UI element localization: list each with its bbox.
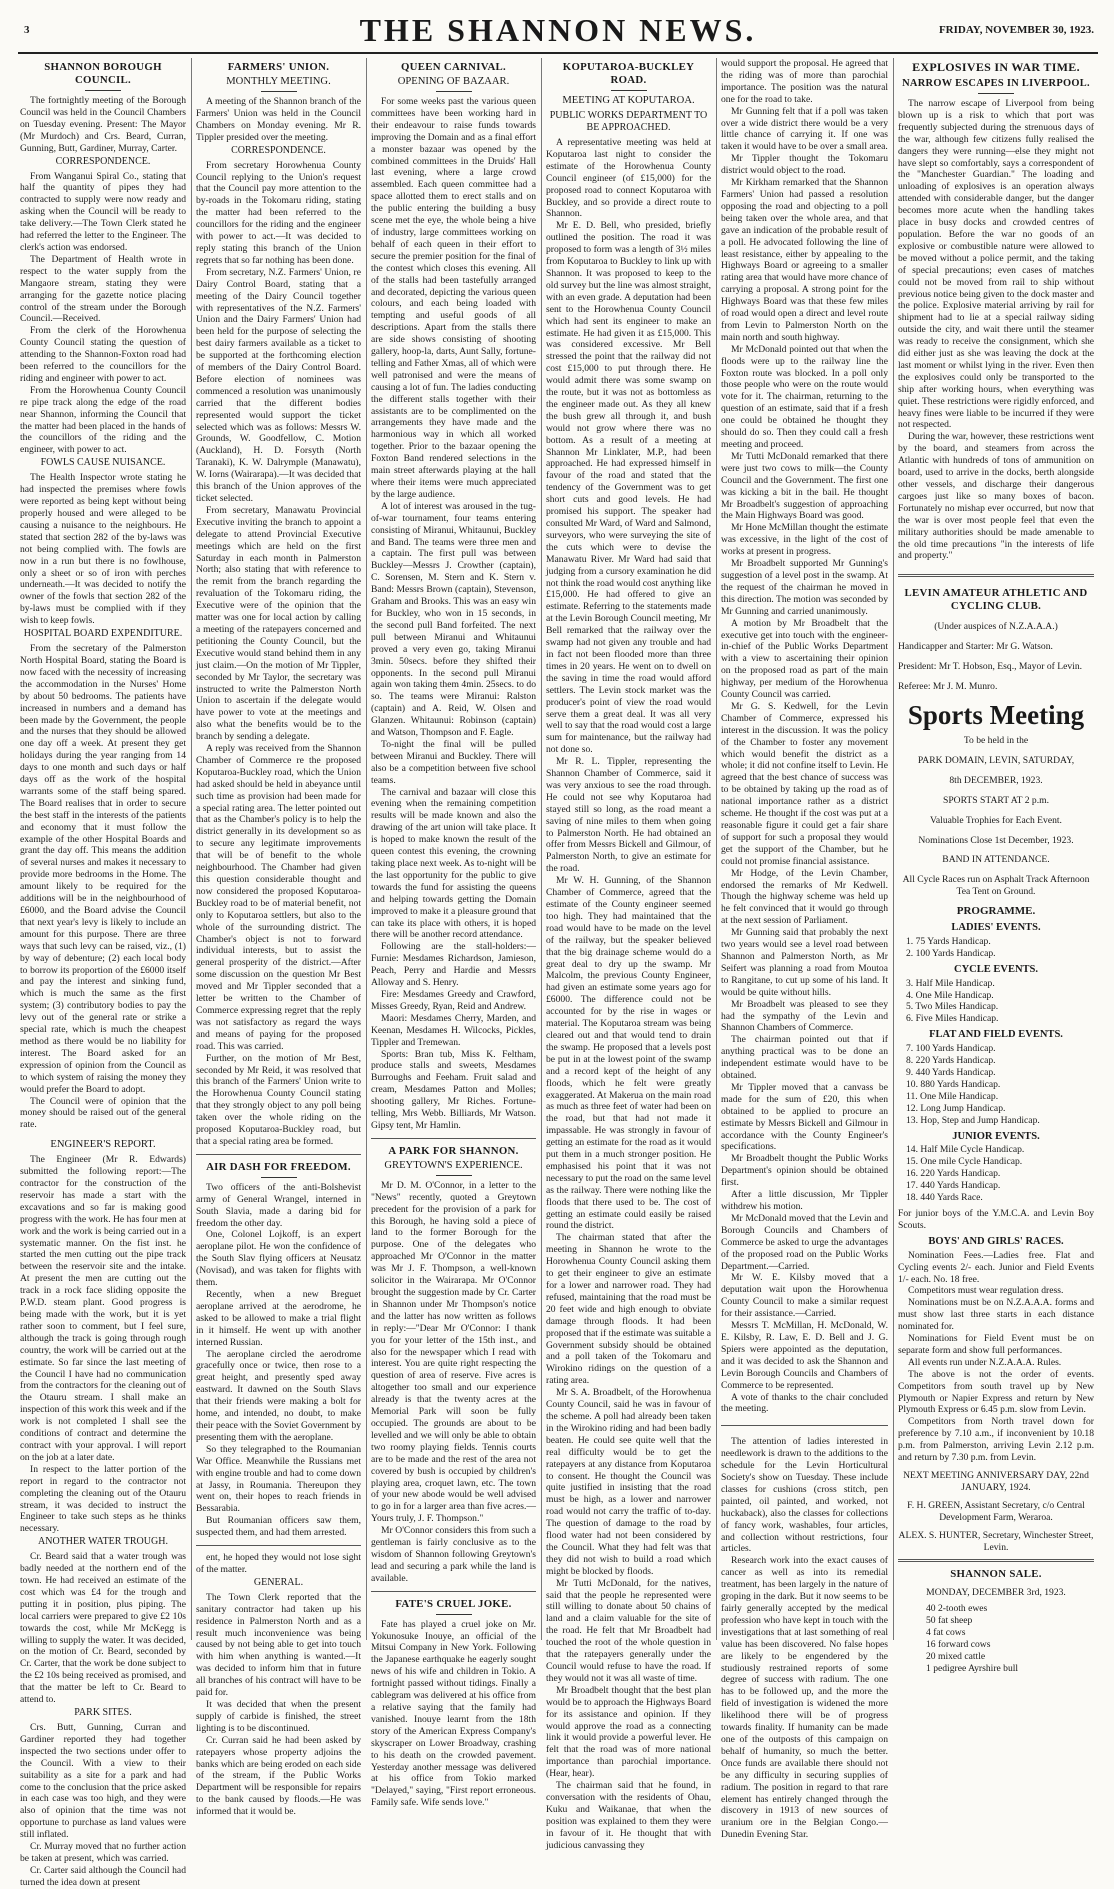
heading-rule xyxy=(978,93,1014,94)
article-paragraph: Mr D. M. O'Connor, in a letter to the "News" recently, quoted a Greytown precedent for the provision of a park for this Borough, he having sold a piece of land to the former Borough for the purpose. One of the delegates who approached Mr O'Connor in the matter was Mr J. F. Thompson, a well-known solicitor in the Wairarapa. Mr O'Connor brought the suggestion made by Cr. Carter in Shannon under Mr Thompson's notice and the latter has now written as follows in reply:—"Dear Mr O'Connor: I thank you for your letter of the 15th inst., and also for the newspaper which I read with interest. You are quite right respecting the question of area of reserve. Five acres is altogether too small and our experience already is that the twenty acres at the Memorial Park will soon be fully occupied. The grounds are about to be levelled and we will only be able to obtain two roomy playing fields. Tennis courts are to be made and the rest of the area not covered by bush is occupied by children's playing area, croquet lawn, etc. The town of your new abode would be well advised to go in for a larger area than five acres.—Yours truly, J. F. Thompson." xyxy=(371,1179,536,1525)
ladies-events-heading: LADIES' EVENTS. xyxy=(951,922,1041,934)
field-nominations-text: Nominations for Field Event must be on separate form and show full performances. xyxy=(898,1333,1094,1356)
heading-rule xyxy=(436,1175,472,1176)
article-paragraph: It was decided that when the present supply of carbide is finished, the street lighting is to be discontinued. xyxy=(196,1699,361,1734)
advertisement-border xyxy=(898,1559,1094,1562)
fowls-subheading: FOWLS CAUSE NUISANCE. xyxy=(40,457,166,469)
article-paragraph: Sports: Bran tub, Miss K. Feltham, produce stalls and sweets, Mesdames Burroughs and Feeham. Fruit salad and cream, Mesdames Patton and Molles; shooting gallery, Mr Riches. Fortune-telling, Mrs Webb. Billiards, Mr Watson. Gipsy tent, Mr Hamlin. xyxy=(371,1048,536,1131)
bazaar-subheading: OPENING OF BAZAAR. xyxy=(397,76,510,87)
article-paragraph: Mr Hodge, of the Levin Chamber, endorsed the remarks of Mr Kedwell. Though the highway scheme was held up he felt convinced that it would go through at the next session of Parliament. xyxy=(721,867,888,927)
article-paragraph: So they telegraphed to the Roumanian War Office. Meanwhile the Russians met with engine trouble and had to come down at Jassy, in Roumania. Thereupon they went on, their hopes to reach friends in Bessarabia. xyxy=(196,1443,361,1515)
advertisement-border xyxy=(898,574,1094,577)
article-paragraph: A reply was received from the Shannon Chamber of Commerce re the proposed Koputaroa-Buckley road, which the Union had asked should be held in abeyance until such time as provision had been made for a special rating area. The letter pointed out that as the Chamber's policy is to help the district generally in its development so as to secure any legitimate improvements that will be of benefit to the whole neighbourhood. The Chamber had given this question considerable thought and now considered the proposed Koputaroa-Buckley road to be of material benefit, not only to Koputaroa settlers, but also to the whole of the surrounding district. The Chamber's object is not to forward individual interests, but to assist the general prosperity of the district.—After some discussion on the question Mr Best moved and Mr Tippler seconded that a letter be written to the Chamber of Commerce expressing regret that the reply was not satisfactory as regard the ways and means of paying for the proposed road. This was carried. xyxy=(196,743,361,1052)
heading-rule xyxy=(436,91,472,92)
article-paragraph: Following are the stall-holders:—Furnie: Mesdames Richardson, Jamieson, Peach, Perry and Hardie and Messrs Alloway and S. Henry. xyxy=(371,941,536,989)
article-paragraph: Mr S. A. Broadbelt, of the Horowhenua County Council, said he was in favour of the scheme. A poll had already been taken in the Wirokino riding and had been badly beaten. He could see quite well that the real difficulty would be to get the ratepayers at any distance from Koputaroa to consent. He thought the Council was quite justified in insisting that the road must be high, as a lower and narrower road would not carry the traffic of to-day. The question of damage to the road by flood water had not been considered by the Council. What they had felt was that they did not wish to build a road which might be blocked by floods. xyxy=(546,1387,711,1577)
sale-items-list xyxy=(898,1603,1094,1674)
article-paragraph: Mr Gunning said that probably the next two years would see a level road between Shannon and Palmerston North, as Mr Seifert was planning a road from Moutoa to Rangitane, to cut up some of his land. It would be quite without hills. xyxy=(721,927,888,998)
article-paragraph: One, Colonel Lojkoff, is an expert aeroplane pilot. He won the confidence of the South Slav flying officers at Neusatz (Novisad), and was taken for flights with them. xyxy=(196,1229,361,1289)
president-text: President: Mr T. Hobson, Esq., Mayor of Levin. xyxy=(898,661,1083,673)
start-time: SPORTS START AT 2 p.m. xyxy=(943,794,1049,806)
article-paragraph: To-night the final will be pulled between Miranui and Buckley. There will also be a competition between five school teams. xyxy=(371,738,536,786)
article-paragraph: From secretary, Manawatu Provincial Executive inviting the branch to appoint a delegate to attend Provincial Executive meetings which are held on the first Saturday in each month in Palmerston North; also stating that with reference to the remit from the branch regarding the revaluation of the Tokomaru riding, the Executive were of the opinion that the matter was one for local action by calling a meeting of the ratepayers concerned and petitioning the County Council, but the Executive would stand behind them in any just claim.—On the motion of Mr Tippler, seconded by Mr Taylor, the secretary was instructed to write the Palmerston North Union to ascertain if the delegate would have power to vote at the meetings and also what the benefits would be to the branch by sending a delegate. xyxy=(196,504,361,743)
article-paragraph: Two officers of the anti-Bolshevist army of General Wrangel, interned in South Slavia, made a daring bid for freedom the other day. xyxy=(196,1181,361,1229)
article-paragraph: The narrow escape of Liverpool from being blown up is a risk to which that port was frequently subjected during the strenuous days of the war, although few citizens fully realised the dangers they were running—else they might not have slept so comfortably, says a correspondent of the "Manchester Guardian." The loading and unloading of explosives is an operation always attended with considerable danger, but the danger becomes more acute when the handling takes place in busy docks and crowded centres of population. Before the war no goods of an explosive or combustible nature were allowed to be moved without a police permit, and the taking of special precautions; even cases of matches could not be moved from rail to ship without previous notice being given to the dock master and the police. Explosive material arriving by rail for shipment had to lie at a special railway siding outside the city, and wait there until the steamer was ready to receive the consignment, which she did either just as she was leaving the dock at the last moment or whilst lying in the river. Even then the explosives could only be transported to the ship after working hours, when everything was quiet. These restrictions were rigidly enforced, and heavy fines were liable to be incurred if they were not respected. xyxy=(898,98,1094,431)
cycle-events-list xyxy=(898,978,1094,1026)
event-item: 7. 100 Yards Handicap. xyxy=(906,1043,996,1055)
event-item: 2. 100 Yards Handicap. xyxy=(906,947,996,959)
greytown-subheading: GREYTOWN'S EXPERIENCE. xyxy=(384,1159,523,1171)
event-item: 1. 75 Yards Handicap. xyxy=(906,935,991,947)
meeting-subheading: MEETING AT KOPUTAROA. xyxy=(562,95,695,106)
junior-note: For junior boys of the Y.M.C.A. and Levin Boy Scouts. xyxy=(898,1207,1094,1231)
article-paragraph: Fate has played a cruel joke on Mr. Yokunosuke Inouye, an official of the Mitsui Company in New York. Following the Japanese earthquake he eagerly sought news of his wife and children in Tokio. A fortnight passed without tidings. Finally a cablegram was delivered at his office from a relative saying that the family had vanished. Inouye learnt from the 18th story of the American Express Company's skyscraper on Lower Broadway, crashing to his death on the crowded pavement. Yesterday another message was delivered at his office from Tokio marked "Delayed," saying, "First report erroneous. Family safe. Wife sends love." xyxy=(371,1618,536,1809)
article-paragraph: Mr Tutti McDonald remarked that there were just two cows to milk—the County Council and the Government. The first one was kicking a bit in the bail. He thought Mr Broadbelt's suggestion of approaching the Main Highways Board was good. xyxy=(721,450,888,522)
water-trough-subheading: ANOTHER WATER TROUGH. xyxy=(38,1536,168,1548)
column-5 xyxy=(721,58,888,1841)
engineer-report-subheading: ENGINEER'S REPORT. xyxy=(50,1139,156,1151)
sale-item: 50 fat sheep xyxy=(926,1615,973,1627)
article-paragraph: During the war, however, these restrictions went by the board, and steamers from across the Atlantic with hundreds of tons of ammunition on board, used to arrive in the docks, berth alongside other vessels, and discharge their dangerous cargoes just like so many boxes of bacon. Fortunately no mishap ever occurred, but now that the war is over most people feel that even the military authorities should be made amenable to the old time precautions "in the interests of life and property." xyxy=(898,431,1094,562)
event-item: 8. 220 Yards Handicap. xyxy=(906,1055,996,1067)
event-item: 5. Two Miles Handicap. xyxy=(906,1001,999,1013)
article-paragraph: Recently, when a new Breguet aeroplane arrived at the aerodrome, he asked to be allowed to make a trial flight in it himself. He went up with another interned Russian. xyxy=(196,1289,361,1348)
article-separator xyxy=(721,1425,888,1426)
queen-carnival-heading: QUEEN CARNIVAL. xyxy=(400,61,507,73)
article-paragraph: Mr Broadbelt was pleased to see they had the sympathy of the Levin and Shannon Chambers of Commerce. xyxy=(721,998,888,1034)
event-item: 13. Hop, Step and Jump Handicap. xyxy=(906,1114,1040,1126)
sale-item: 4 fat cows xyxy=(926,1627,966,1639)
article-paragraph: The Engineer (Mr R. Edwards) submitted the following report:—The contractor for the construction of the reservoir has made a start with the excavations and so far is making good progress with the work. He has four men at work and the work is being carried out in a systematic manner. On the fist inst. he started the men cutting out the pipe track between the reservoir site and the intake. At present the men are cutting out the track in a rock face sliding opposite the P.W.D. steam plant. Good progress is being made with the work, but it is yet rather soon to comment, but I feel sure, although the track is going through rough country, the work will be carried out at the estimate. So far since the last meeting of the Council I have had no communication from the contractors for the cleaning out of the Otauru stream. I shall make an inspection of this work this week and if the work is not completed I shall see the conditions of contract and determine the contract with your approval. I will report on the job at a later date. xyxy=(20,1154,186,1463)
article-paragraph: Mr R. L. Tippler, representing the Shannon Chamber of Commerce, said it was very anxious to see the road through. He could not see why Koputaroa had stayed still so long, as the road meant a saving of nine miles to them when going to Palmerston North. He had obtained an offer from Messrs Bickell and Gilmour, of Palmerston North, to give an estimate for the road. xyxy=(546,756,711,875)
explosives-heading: EXPLOSIVES IN WAR TIME. xyxy=(912,60,1080,74)
column-rule xyxy=(366,58,367,1640)
liverpool-subheading: NARROW ESCAPES IN LIVERPOOL. xyxy=(902,78,1090,89)
article-paragraph: The Department of Health wrote in respect to the water supply from the Mangaore stream, stating they were arranging for the gazette notice placing control of the stream under the Borough Council.—Received. xyxy=(20,253,186,325)
sports-meeting-advertisement xyxy=(898,587,1094,1553)
article-paragraph: would support the proposal. He agreed that the riding was of more than parochial importance. The position was the natural one for the road to take. xyxy=(721,58,888,105)
article-paragraph: The carnival and bazaar will close this evening when the remaining competition results will be made known and also the drawing of the art union will take place. It is hoped to make known the result of the queen contest this evening, the crowning taking place next week. As to-night will be the last opportunity for the public to give towards the fund for assisting the queens and helping towards getting the Domain improved to make it a pleasure ground that can take its place with others, it is hoped there will be another record attendance. xyxy=(371,786,536,941)
sports-meeting-title: Sports Meeting xyxy=(907,699,1085,730)
article-paragraph: Mr Hone McMillan thought the estimate was excessive, in the light of the cost of works at present in progress. xyxy=(721,522,888,558)
article-paragraph: A representative meeting was held at Koputaroa last night to consider the estimate of the Horowhenua County Council engineer (of £15,000) for the proposed road to connect Koputaroa with Buckley, and so provide a direct route to Shannon. xyxy=(546,137,711,220)
article-paragraph: Mr Broadbelt thought the Public Works Department's opinion should be obtained first. xyxy=(721,1153,888,1189)
article-paragraph: After a little discussion, Mr Tippler withdrew his motion. xyxy=(721,1189,888,1212)
article-paragraph: Cr. Beard said that a water trough was badly needed at the northern end of the town. He had received an estimate of the cost which was £4 for the trough and putting it in position, plus piping. The local carriers were prepared to give £2 10s towards the cost, while Mr McKegg is willing to supply the water. It was decided, on the motion of Cr. Beard, seconded by Cr. Carter, that the work be done subject to the £2 10s being received as promised, and that the matter be left to Cr. Beard to attend to. xyxy=(20,1551,186,1706)
sale-item: 20 mixed cattle xyxy=(926,1650,986,1662)
air-dash-heading: AIR DASH FOR FREEDOM. xyxy=(206,1160,351,1173)
article-paragraph: From Wanganui Spiral Co., stating that half the quantity of pipes they had contracted to supply were now ready and asking when the Council will be ready to take delivery.—The Town Clerk stated he had referred the letter to the Engineer. The clerk's action was endorsed. xyxy=(20,170,186,253)
article-paragraph: Mr Kirkham remarked that the Shannon Farmers' Union had passed a resolution opposing the road and objecting to a poll being taken over the whole area, and that gave an indication of the probable result of a poll. He advocated following the line of least resistance, either by appealing to the Highways Board or agreeing to a smaller rating area that would have more chance of carrying a proposal. A strong point for the Highways Board was that these few miles of road would open a direct and level route from Levin to Palmerston North on the main north and south highway. xyxy=(721,177,888,343)
sale-item: 40 2-tooth ewes xyxy=(926,1603,988,1615)
event-item: 15. One mile Cycle Handicap. xyxy=(906,1156,1023,1168)
article-paragraph: Mr Tippler thought the Tokomaru district would object to the road. xyxy=(721,153,888,177)
next-meeting-text: NEXT MEETING ANNIVERSARY DAY, 22nd JANUARY, 1924. xyxy=(903,1470,1089,1493)
article-paragraph: Mr McDonald pointed out that when the floods were up to the railway line the Foxton route was blocked. In a poll only those people who were on the route would vote for it. The chairman, returning to the question of an estimate, said that if a fresh one could be obtained he thought they should do so. Then they could call a fresh meeting and proceed. xyxy=(721,343,888,450)
article-paragraph: A motion by Mr Broadbelt that the executive get into touch with the engineer-in-chief of the Public Works Department with a view to ascertaining their opinion on the proposed road as part of the main highway, per medium of the Horowhenua County Council was carried. xyxy=(721,617,888,701)
event-item: 9. 440 Yards Handicap. xyxy=(906,1067,996,1078)
article-paragraph: For some weeks past the various queen committees have been working hard in their endeavour to raise funds towards improving the Domain and as a final effort a monster bazaar was opened by the combined committees in the Druids' Hall last evening, where a large crowd assembled. Each queen committee had a space allotted them to erect stalls and on the public entering the building a busy scene met the eye, the whole being a hive of industry, large committees working on behalf of each queen in their effort to secure the premier position for the final of the contest which closes this evening. All of the stalls had been tastefully arranged and decorated, depicting the various queen colours, and each being loaded with tempting and useful goods of all descriptions. Apart from the stalls there are side shows consisting of shooting gallery, hoop-la, darts, Aunt Sally, fortune-telling and Father Xmas, all of which were well patronised and were the means of causing a lot of fun. The ladies conducting the different stalls together with their assistants are to be complimented on the arrangements they have made and the harmonious way in which all worked together. Prior to the bazaar opening the Foxton Band rendered selections in the main street afterwards playing at the hall where their items were much appreciated by the large audience. xyxy=(371,96,536,500)
flat-field-events-list xyxy=(898,1043,1094,1126)
article-paragraph: But Roumanian officers saw them, suspected them, and had them arrested. xyxy=(196,1515,361,1539)
column-6 xyxy=(898,58,1094,1674)
article-paragraph: Mr McDonald moved that the Levin and Borough Councils and Chambers of Commerce be asked to urge the advantages of the proposed road on the Public Works Department.—Carried. xyxy=(721,1212,888,1272)
event-item: 14. Half Mile Cycle Handicap. xyxy=(906,1144,1025,1156)
article-paragraph: From secretary, N.Z. Farmers' Union, re Dairy Control Board, stating that a meeting of the Dairy Council together with representatives of the N.Z. Farmers' Union and the Dairy Farmers' Union had been held for the purpose of selecting the best dairy farmers available as a ticket to be supported at the forthcoming election of members of the Dairy Control Board. Before election of nominees was commenced a resolution was unanimously carried that the different bodies represented would support the ticket selected which was as follows: Messrs W. Grounds, W. Goodfellow, C. Motion (Auckland), H. D. Forsyth (North Taranaki), K. W. Dalrymple (Manawatu), W. Iorns (Wairarapa).—It was decided that this branch of the Union approves of the ticket selected. xyxy=(196,266,361,504)
article-paragraph: The Town Clerk reported that the sanitary contractor had taken up his residence in Palmerston North and as a result much inconvenience was being caused by not being able to get into touch with him when anything is wanted.—It was decided to inform him that in future all branches of his contract will have to be paid for. xyxy=(196,1591,361,1699)
column-1 xyxy=(20,58,186,1888)
event-item: 4. One Mile Handicap. xyxy=(906,989,994,1001)
column-rule xyxy=(893,58,894,1640)
nominations-text: Nominations must be on N.Z.A.A.A. forms and must show last three starts in each distance nominated for. xyxy=(898,1297,1094,1333)
train-south-text: The above is not the order of events. Competitors from south travel up by New Plymouth or Napier Express and return by New Plymouth Express or 6.45 p.m. slow from Levin. xyxy=(898,1368,1094,1416)
programme-heading: PROGRAMME. xyxy=(956,905,1036,918)
regulation-text: Competitors must wear regulation dress. xyxy=(908,1285,1064,1297)
article-paragraph: Cr. Carter said although the Council had turned the idea down at present xyxy=(20,1864,186,1888)
sale-date: MONDAY, DECEMBER 3rd, 1923. xyxy=(926,1587,1066,1599)
ladies-events-list xyxy=(898,936,1094,960)
to-be-held-text: To be held in the xyxy=(963,734,1029,746)
monthly-meeting-subheading: MONTHLY MEETING. xyxy=(226,76,331,87)
article-paragraph: Cr. Curran said he had been asked by ratepayers whose property adjoins the banks which are being eroded on each side of the stream, if the Public Works Department will be responsible for repairs to the bank caused by floods.—He was informed that it would be. xyxy=(196,1734,361,1818)
article-paragraph: From the secretary of the Palmerston North Hospital Board, stating the Board is now faced with the necessity of increasing the accommodation in the Nurses' Home by about 50 bedrooms. The patients have increased in numbers and a demand has been made by the Government, the people and the nurses that they should be allowed one day off a week. At present they get holidays during the year ranging from 14 days to one month and such days or half days off as the work of the hospital warrants some of the staff being spared. The Board realises that in order to secure the best staff in the interests of the patients and economy that it must follow the example of the other Hospital Boards and grant the day off. This means the addition of several nurses and makes it necessary to provide more bedrooms in the Home. The amount likely to be required for the additions will be in the neighbourhood of £6000, and the Board advise the Council that next year's levy is likely to include an amount for this purpose. There are three ways that such levy can be raised, viz., (1) by way of debenture; (2) each local body to borrow its proportion of the £6000 itself and pay the interest and sinking fund, which is much the same as the first system; (3) contributory bodies to pay the levy out of the general rate or strike a special rate, which is much the cheapest method as there would be no liability for interest. The Board asked for an expression of opinion from the Council as to which system of raising the money they would prefer the Board to adopt. xyxy=(20,643,186,1095)
masthead xyxy=(18,8,1098,52)
article-paragraph: Crs. Butt, Gunning, Curran and Gardiner reported they had together inspected the two sections under offer to the Council. With a view to their suitability as a site for a park and had come to the conclusion that the price asked in each case was too high, and they were also of opinion that the time was not opportune to purchase as land values were still inflated. xyxy=(20,1722,186,1841)
article-paragraph: From the clerk of the Horowhenua County Council stating the question of attending to the Shannon-Foxton road had been referred to the councillors for the riding and engineer with power to act. xyxy=(20,325,186,384)
column-3 xyxy=(371,58,536,1809)
park-heading: A PARK FOR SHANNON. xyxy=(388,1144,519,1157)
boys-girls-heading: BOYS' AND GIRLS' RACES. xyxy=(928,1235,1064,1247)
band-text: BAND IN ATTENDANCE. xyxy=(942,854,1050,866)
masthead-rule xyxy=(18,52,1098,54)
article-separator xyxy=(196,1545,361,1546)
junior-events-list xyxy=(898,1144,1094,1204)
heading-rule xyxy=(261,1177,297,1178)
pwd-subheading: PUBLIC WORKS DEPARTMENT TO BE APPROACHED. xyxy=(549,110,708,133)
article-separator xyxy=(196,1154,361,1155)
event-item: 10. 880 Yards Handicap. xyxy=(906,1078,1001,1090)
column-2 xyxy=(196,58,361,1818)
correspondence-subheading: CORRESPONDENCE. xyxy=(231,144,326,156)
article-paragraph: The chairman stated that after the meeting in Shannon he wrote to the Horowhenua County Council asking them to get their engineer to give an estimate for a lower and narrower road. They had refused, maintaining that the road must be 20 feet wide and high enough to obviate damage through floods. It had been proposed that if the estimate was suitable a Government subsidy should be obtained and a poll taken of the Tokomaru and Wirokino ridings on the question of a rating area. xyxy=(546,1232,711,1387)
article-paragraph: Mr Gunning felt that if a poll was taken over a wide district there would be a very little chance of carrying it. If one was taken it would have to be over a small area. xyxy=(721,105,888,153)
article-paragraph: Mr Tutti McDonald, for the natives, said that the people he represented were still willing to donate about 50 chains of land and a claim valuable for the site of the road. He felt that Mr Broadbelt had touched the root of the whole question in that the ratepayers generally under the Council would refuse to have the road. If they would not it was all waste of time. xyxy=(546,1577,711,1684)
article-paragraph: Mr W. E. Kilsby moved that a deputation wait upon the Horowhenua County Council to make a similar request for their assistance.—Carried. xyxy=(721,1272,888,1320)
event-item: 16. 220 Yards Handicap. xyxy=(906,1168,1001,1180)
auspices-text: (Under auspices of N.Z.A.A.A.) xyxy=(934,621,1058,633)
column-rule xyxy=(716,58,717,1640)
article-paragraph: In respect to the latter portion of the report in regard to the contractor not completing the cleaning out of the Otauru stream, it was decided to instruct the Engineer to take such steps as he thinks necessary. xyxy=(20,1463,186,1535)
venue-text: PARK DOMAIN, LEVIN, SATURDAY, xyxy=(917,754,1075,766)
hospital-subheading: HOSPITAL BOARD EXPENDITURE. xyxy=(23,628,183,640)
article-paragraph: Further, on the motion of Mr Best, seconded by Mr Reid, it was resolved that this branch of the Farmers' Union write to the Horowhenua County Council stating that they strongly object to any poll being taken over the whole riding on the proposed Koputaroa-Buckley road, but that a special rating area be formed. xyxy=(196,1052,361,1147)
heading-rule xyxy=(261,91,297,92)
article-paragraph: Fire: Mesdames Greedy and Crawford, Misses Greedy, Ryan, Reid and Andrew. xyxy=(371,988,536,1012)
article-paragraph: The Health Inspector wrote stating he had inspected the premises where fowls were reported as being kept without being properly housed and were alleged to be causing a nuisance to the neighbours. He stated that section 282 of the by-laws was not being complied with. The fowls are now in a run but there is no fowlhouse, only a sheet or so of iron with perches underneath.—It was decided to notify the owner of the fowls that section 282 of the by-laws must be complied with if they wish to keep fowls. xyxy=(20,472,186,627)
article-paragraph: Messrs T. McMillan, H. McDonald, W. E. Kilsby, R. Law, E. D. Bell and J. G. Spiers were appointed as the deputation, and it was decided to ask the Shannon and Levin Borough Councils and Chambers of Commerce to be represented. xyxy=(721,1320,888,1391)
train-north-text: Competitors from North travel down for preference by 7.10 a.m., if inconvenient by 10.18 p.m. from Palmerston, arriving Levin 2.12 p.m. and return by 7.30 p.m. from Levin. xyxy=(898,1416,1094,1464)
article-paragraph: The chairman said that he found, in conversation with the residents of Ohau, Kuku and Waikanae, that when the position was explained to them they were in favour of it. He thought that with judicious canvassing they xyxy=(546,1780,711,1851)
heading-rule xyxy=(436,1614,472,1615)
correspondence-subheading: CORRESPONDENCE. xyxy=(55,155,151,167)
referee-text: Referee: Mr J. M. Munro. xyxy=(898,681,998,693)
article-separator xyxy=(371,1138,536,1139)
junior-events-heading: JUNIOR EVENTS. xyxy=(952,1130,1040,1142)
event-item: 3. Half Mile Handicap. xyxy=(906,977,995,989)
trophies-text: Valuable Trophies for Each Event. xyxy=(930,814,1062,826)
nominations-close: Nominations Close 1st December, 1923. xyxy=(918,834,1074,846)
article-paragraph: A meeting of the Shannon branch of the Farmers' Union was held in the Council Chambers on Monday evening. Mr R. Tippler presided over the meeting. xyxy=(196,96,361,143)
heading-rule xyxy=(611,90,647,91)
event-item: 11. One Mile Handicap. xyxy=(906,1090,999,1102)
farmers-union-heading: FARMERS' UNION. xyxy=(227,61,330,73)
meeting-date: 8th DECEMBER, 1923. xyxy=(949,774,1043,786)
article-paragraph: From secretary Horowhenua County Council replying to the Union's request that the Council pay more attention to the by-roads in the Tokomaru riding, stating the matter had been referred to the councillors for the riding and the engineer with power to act.—It was decided to reply stating this branch of the Union regrets that so far nothing has been done. xyxy=(196,159,361,266)
park-sites-subheading: PARK SITES. xyxy=(74,1707,132,1718)
article-paragraph: Research work into the exact causes of cancer as well as into its remedial treatment, has been largely in the nature of groping in the dark. But it now seems to be fairly generally accepted by the medical profession who have kept in touch with the investigations that at last something of real value has been discovered. No false hopes are likely to be engendered by the studiously restrained reports of some degree of success with radium. The one has to be followed up, and the more the field of investigation is widened the more likelihood there will be of progress towards finality. If humanity can be made one of the outposts of this campaign on behalf of humanity, so much the better. Once funds are available there should not be any difficulty in securing supplies of radium. The position in regard to that rare element has entirely changed through the discovery in 1913 of new sources of uranium ore in the Belgian Congo.—Dunedin Evening Star. xyxy=(721,1555,888,1841)
article-paragraph: Maori: Mesdames Cherry, Marden, and Keenan, Mesdames H. Wilcocks, Pickles, Tippler and Tremewan. xyxy=(371,1012,536,1048)
cycle-track-note: All Cycle Races run on Asphalt Track Afternoon Tea Tent on Ground. xyxy=(902,874,1090,898)
assistant-secretary-text: F. H. GREEN, Assistant Secretary, c/o Central Development Farm, Weraroa. xyxy=(907,1499,1085,1523)
event-item: 12. Long Jump Handicap. xyxy=(906,1102,1006,1114)
sale-item: 16 forward cows xyxy=(926,1639,991,1651)
article-paragraph: A vote of thanks to the chair concluded the meeting. xyxy=(721,1391,888,1415)
column-rule xyxy=(541,58,542,1640)
club-name: LEVIN AMATEUR ATHLETIC AND CYCLING CLUB. xyxy=(904,587,1088,613)
secretary-text: ALEX. S. HUNTER, Secretary, Winchester Street, Levin. xyxy=(898,1529,1094,1553)
article-paragraph: Mr Broadbelt supported Mr Gunning's suggestion of a level post in the swamp. At the request of the chairman he moved in this direction. The motion was seconded by Mr Gunning and carried unanimously. xyxy=(721,558,888,617)
column-4 xyxy=(546,58,711,1851)
fates-joke-heading: FATE'S CRUEL JOKE. xyxy=(395,1597,512,1610)
article-paragraph: A lot of interest was aroused in the tug-of-war tournament, four teams entering consisting of Miranui, Whitaunui, Buckley and Band. The teams were three men and a captain. The first pull was between Buckley—Messrs J. Crowther (captain), C. Sorensen, M. Stern and K. Stern v. Band: Messrs Brown (captain), Stevenson, Graham and Brooks. This was an easy win for Buckley, who won in 15 seconds, in the second pull Band forfeited. The next pull between Miranui and Whitaunui proved a very even go, taking Miranui 3min. 50secs. before they shifted their opponents. In the second pull Miranui again won taking them 4min. 25secs. to do so. The teams were Miranui: Ralston (captain) and A. Reid, W. Olsen and Glanzen. Whitaunui: Robinson (captain) and Watson, Thompson and F. Eagle. xyxy=(371,500,536,739)
sale-item: 1 pedigree Ayrshire bull xyxy=(926,1662,1019,1674)
general-subheading: GENERAL. xyxy=(253,1576,304,1588)
article-paragraph: The chairman pointed out that if anything practical was to be done an independent estimate would have to be obtained. xyxy=(721,1034,888,1082)
article-paragraph: Mr E. D. Bell, who presided, briefly outlined the position. The road it was proposed to form was a length of 3½ miles from Koputaroa to Buckley to link up with Shannon. It was proposed to keep to the old survey but the line was almost straight, with an even grade. A deputation had been sent to the Horowhenua County Council which had sent its engineer to make an estimate. He had given it as £15,000. This was considered excessive. Mr Bell stressed the point that the railway did not cost £15,000 to put through there. He would admit there was some swamp on the route, but it was not as bottomless as the engineer made out. As they all knew the bush grew all through it, and bush would not grow where there was no bottom. As a result of a meeting at Shannon Mr Linklater, M.P., had been approached. He had expressed himself in favour of the road and stated that the tendency of the Government was to get short cuts and good levels. He had promised his support. The speaker had consulted Mr Ward, of Ward and Salmond, surveyors, who were surveying the site of the cuts which were to devise the Manawatu River. Mr Ward had said that judging from a cursory examination he did not think the road would cost anything like £15,000. He had offered to give an estimate. Referring to the statements made at the Levin Borough Council meeting, Mr Bell remarked that the railway over the swamp had not given any trouble and had in fact not been flooded more than three times in 20 years. He went on to dwell on the saving in time the road would afford settlers. The Levin stock market was the producer's point of view the road would serve them a great deal. It was all very well to say that the road would cost a large sum for maintenance, but the railway had not done so. xyxy=(546,220,711,756)
article-paragraph: The fortnightly meeting of the Borough Council was held in the Council Chambers on Tuesday evening. Present: The Mayor (Mr Murdoch) and Crs. Beard, Curran, Gunning, Butt, Gardiner, Murray, Carter. xyxy=(20,95,186,154)
article-paragraph: Mr Tippler moved that a canvass be made for the sum of £20, this when obtained to be applied to procure an estimate by Messrs Bickell and Gilmour in accordance with the County Engineer's specifications. xyxy=(721,1081,888,1153)
koputaroa-road-heading: KOPUTAROA-BUCKLEY ROAD. xyxy=(562,61,695,86)
borough-council-heading: SHANNON BOROUGH COUNCIL. xyxy=(44,61,162,86)
handicapper-text: Handicapper and Starter: Mr G. Watson. xyxy=(898,641,1053,653)
article-paragraph: The aeroplane circled the aerodrome gracefully once or twice, then rose to a great height, and presently sped away eastward. It dawned on the South Slavs that their friends were making a bolt for home, and intended, no doubt, to make their peace with the Soviet Government by presenting them with the aeroplane. xyxy=(196,1348,361,1443)
article-paragraph: Cr. Murray moved that no further action be taken at present, which was carried. xyxy=(20,1841,186,1864)
article-paragraph: ent, he hoped they would not lose sight of the matter. xyxy=(196,1552,361,1575)
issue-date: FRIDAY, NOVEMBER 30, 1923. xyxy=(938,24,1094,36)
cycle-events-heading: CYCLE EVENTS. xyxy=(953,963,1039,975)
flat-field-events-heading: FLAT AND FIELD EVENTS. xyxy=(929,1029,1063,1041)
article-paragraph: From the Horowhenua County Council re pipe track along the edge of the road near Shannon, informing the Council that the matter had been placed in the hands of the councillors of the riding and the engineer, with power to act. xyxy=(20,384,186,456)
event-item: 18. 440 Yards Race. xyxy=(906,1192,983,1204)
page-number: 3 xyxy=(24,24,30,36)
article-paragraph: The Council were of opinion that the money should be raised out of the general rate. xyxy=(20,1095,186,1131)
article-paragraph: Mr O'Connor considers this from such a gentleman is fairly conclusive as to the wisdom of Shannon following Greytown's lead and securing a park while the land is available. xyxy=(371,1525,536,1584)
event-item: 17. 440 Yards Handicap. xyxy=(906,1180,1001,1192)
column-rule xyxy=(191,58,192,1640)
heading-rule xyxy=(85,90,121,91)
shannon-sale-heading: SHANNON SALE. xyxy=(950,1568,1042,1581)
article-paragraph: Mr Broadbelt thought that the best plan would be to approach the Highways Board for its assistance and opinion. If they would approve the road as a connecting link it would provide a powerful lever. He felt that the road was of more national importance than parochial importance. (Hear, hear). xyxy=(546,1684,711,1780)
fees-text: Nomination Fees.—Ladies free. Flat and Cycling events 2/- each. Junior and Field Events 1/- each. No. 18 free. xyxy=(898,1249,1094,1285)
rules-text: All events run under N.Z.A.A.A. Rules. xyxy=(908,1356,1062,1368)
event-item: 6. Five Miles Handicap. xyxy=(906,1013,999,1025)
newspaper-title: THE SHANNON NEWS. xyxy=(359,12,757,48)
article-paragraph: Mr G. S. Kedwell, for the Levin Chamber of Commerce, expressed his interest in the discussion. It was the policy of the Chamber to foster any movement which would benefit the district as a whole; it did not confine itself to Levin. He agreed that the best chance of success was to be obtained by taking up the road as of national importance rather as a district scheme. He thought if the cost was put at a reasonable figure it could get a fair share of support for such a proposal they would get the support of the Chamber, but he could not promise financial assistance. xyxy=(721,700,888,867)
shannon-sale-advertisement xyxy=(898,1568,1094,1674)
article-paragraph: The attention of ladies interested in needlework is drawn to the additions to the schedule for the Levin Horticultural Society's show on Tuesday. These include classes for cushions (cross stitch, pen painted, oil painted, and worked, not huckaback), also the classes for collections of fancy work, washables, four articles, and collection without restrictions, four articles. xyxy=(721,1436,888,1555)
article-paragraph: Mr W. H. Gunning, of the Shannon Chamber of Commerce, agreed that the estimate of the County engineer seemed too high. They had maintained that the road would have to be made on the level of the railway, but the speaker believed that the big drainage scheme would do a great deal to dry up the swamp. Mr Malcolm, the previous County Engineer, had given an estimate some years ago for £6000. The difference could not be accounted for by the rise in wages or material. The Koputaroa stream was being cleared out and that would tend to drain the swamp. He proposed that a levels post be put in at the lowest point of the swamp and a record kept of the height of any floods, which he felt were greatly exaggerated. At Makerua on the main road as much as three feet of water had been on the road, but that had not made it impassable. He was strongly in favour of getting an estimate for the road as it would put them in a much stronger position. He emphasised his point that it was not necessary to put the road on the same level as the railway. There were nothing like the floods that there used to be. The cost of getting an estimate could easily be raised round the district. xyxy=(546,875,711,1232)
article-separator xyxy=(371,1591,536,1592)
